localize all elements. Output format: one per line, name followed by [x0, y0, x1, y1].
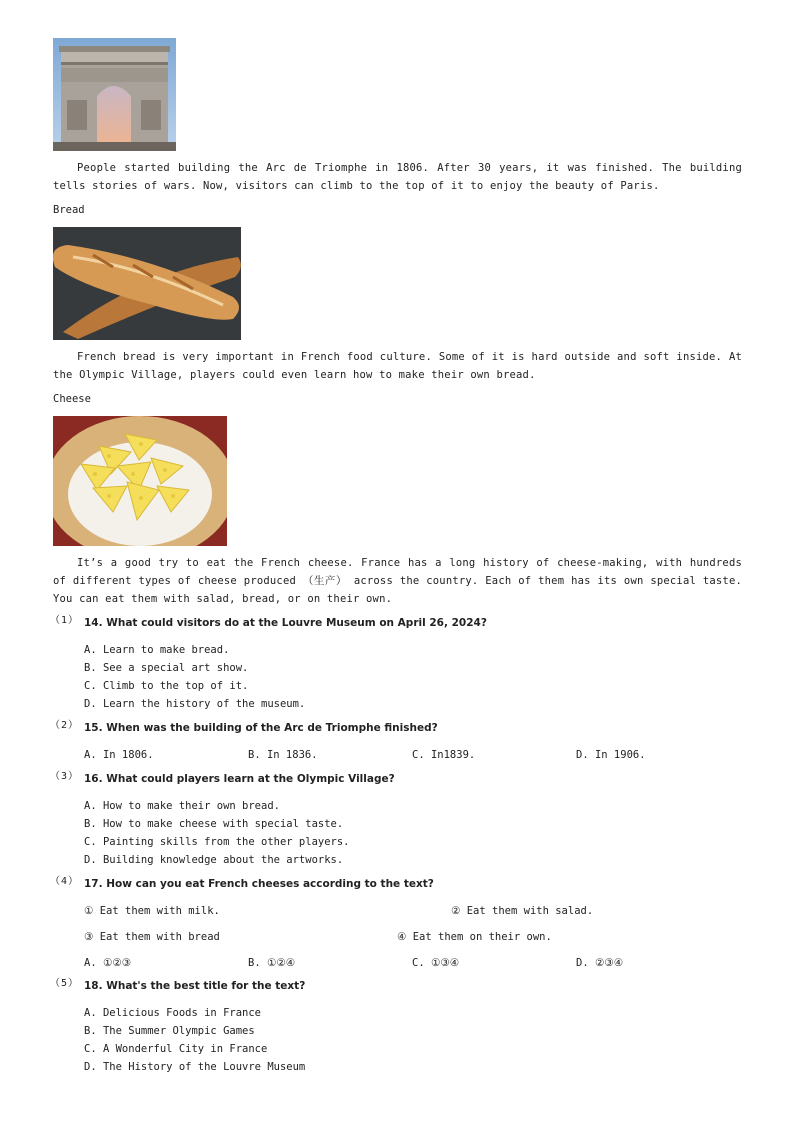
question-number: （4） [50, 876, 80, 887]
option-d[interactable]: D. ②③④ [576, 957, 624, 969]
option-a[interactable]: A. ①②③ [84, 957, 132, 969]
question-number: （5） [50, 978, 80, 989]
bread-heading: Bread [53, 204, 85, 216]
option-b[interactable]: B. How to make cheese with special taste. [84, 818, 344, 830]
option-b[interactable]: B. ①②④ [248, 957, 296, 969]
question-number: （1） [50, 615, 80, 626]
question-title: 15. When was the building of the Arc de Triomphe finished? [84, 722, 438, 734]
option-a[interactable]: A. How to make their own bread. [84, 800, 280, 812]
option-b[interactable]: B. See a special art show. [84, 662, 249, 674]
question-title: 14. What could visitors do at the Louvre Museum on April 26, 2024? [84, 617, 487, 629]
statement-4: ④ Eat them on their own. [397, 931, 552, 943]
option-c[interactable]: C. In1839. [412, 749, 476, 761]
question-title: 16. What could players learn at the Olympic Village? [84, 773, 395, 785]
option-c[interactable]: C. A Wonderful City in France [84, 1043, 268, 1055]
cheese-photo [53, 416, 227, 546]
option-c[interactable]: C. Painting skills from the other players. [84, 836, 350, 848]
question-number: （3） [50, 771, 80, 782]
bread-paragraph: French bread is very important in French food culture. Some of it is hard outside and soft inside. At the Olympic Village, players could even learn how to make their own bread. [53, 351, 742, 381]
question-title: 18. What's the best title for the text? [84, 980, 306, 992]
cheese-paragraph: It’s a good try to eat the French cheese. France has a long history of cheese-making, with hundreds of different types of cheese produced （生产） across the country. Each of them has its own special taste. You can eat them with salad, bread, or on their own. [53, 557, 742, 605]
option-b[interactable]: B. The Summer Olympic Games [84, 1025, 255, 1037]
option-a[interactable]: A. Learn to make bread. [84, 644, 230, 656]
option-b[interactable]: B. In 1836. [248, 749, 318, 761]
arc-de-triomphe-photo [53, 38, 176, 151]
option-a[interactable]: A. In 1806. [84, 749, 154, 761]
bread-photo [53, 227, 241, 340]
option-d[interactable]: D. The History of the Louvre Museum [84, 1061, 306, 1073]
option-d[interactable]: D. Learn the history of the museum. [84, 698, 306, 710]
option-d[interactable]: D. Building knowledge about the artworks. [84, 854, 344, 866]
option-a[interactable]: A. Delicious Foods in France [84, 1007, 262, 1019]
question-number: （2） [50, 720, 80, 731]
question-title: 17. How can you eat French cheeses according to the text? [84, 878, 434, 890]
option-c[interactable]: C. Climb to the top of it. [84, 680, 249, 692]
arc-paragraph: People started building the Arc de Triomphe in 1806. After 30 years, it was finished. The building tells stories of wars. Now, visitors can climb to the top of it to enjoy the beauty of Paris. [53, 162, 742, 192]
cheese-heading: Cheese [53, 393, 91, 405]
option-c[interactable]: C. ①③④ [412, 957, 460, 969]
statement-2: ② Eat them with salad. [451, 905, 594, 917]
option-d[interactable]: D. In 1906. [576, 749, 646, 761]
statement-3: ③ Eat them with bread [84, 931, 220, 943]
statement-1: ① Eat them with milk. [84, 905, 220, 917]
